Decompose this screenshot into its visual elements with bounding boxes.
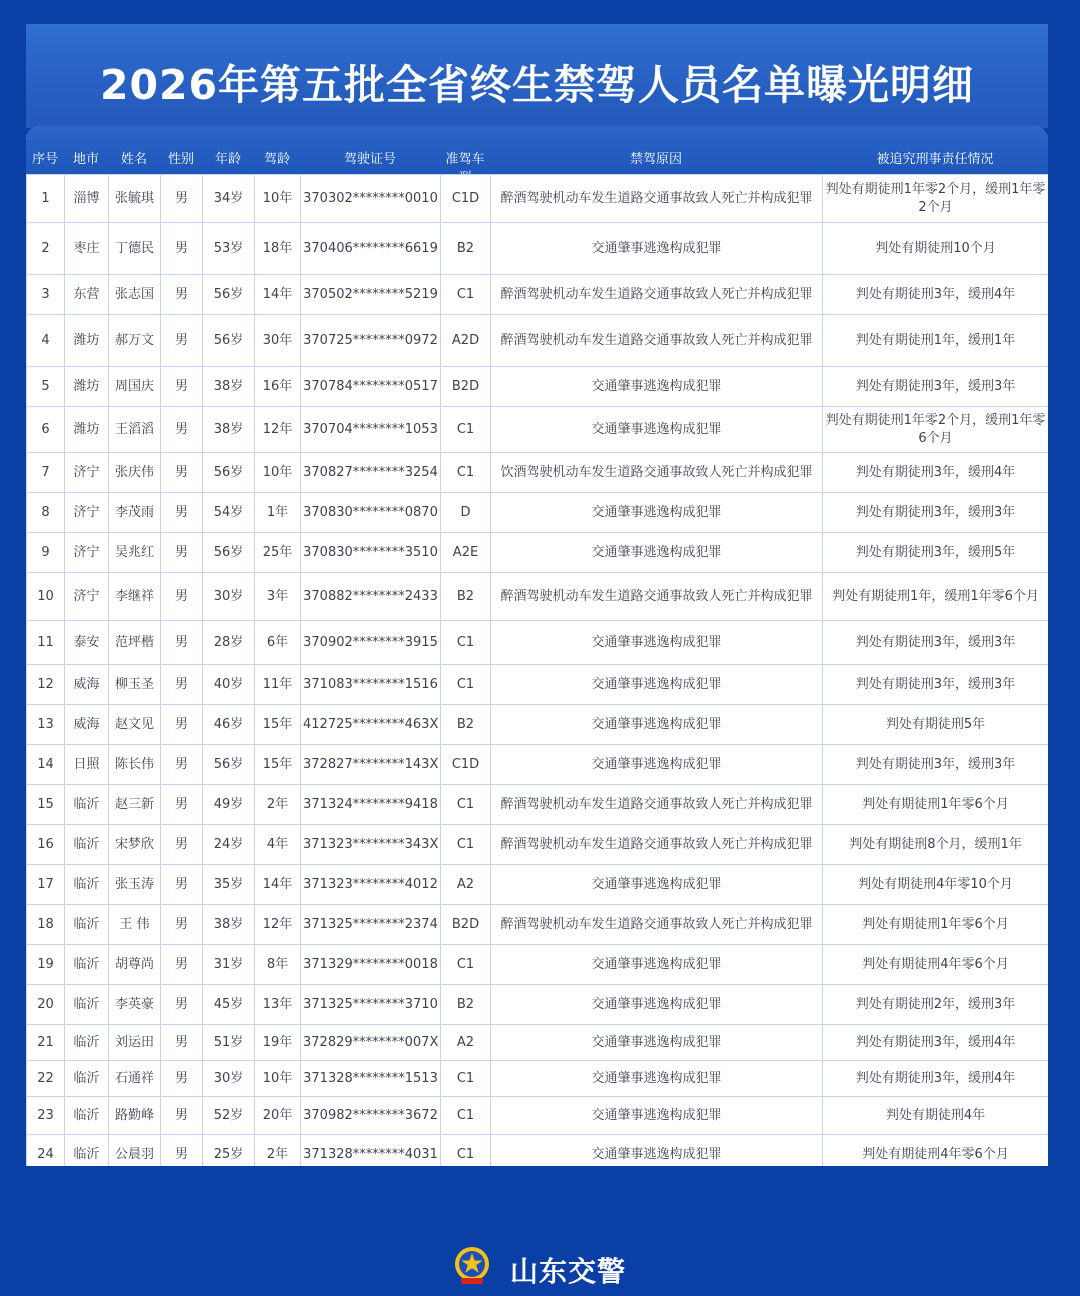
- cell-name: 赵三新: [109, 785, 161, 825]
- table-row: [27, 367, 1049, 407]
- cell-criminal-liability: 判处有期徒刑3年，缓刑5年: [823, 533, 1049, 573]
- header-index: 序号: [31, 152, 58, 167]
- cell-city: 威海: [65, 665, 109, 705]
- table-row: [27, 621, 1049, 665]
- cell-index: 8: [27, 493, 65, 533]
- cell-name: 王滔滔: [109, 407, 161, 453]
- cell-vehicle-class: C1D: [441, 175, 491, 223]
- cell-gender: 男: [161, 785, 203, 825]
- cell-license-number: 371328********4031: [301, 1135, 441, 1167]
- cell-age: 25岁: [203, 1135, 255, 1167]
- cell-city: 临沂: [65, 825, 109, 865]
- header-vehicle-class: 准驾车型: [445, 152, 485, 186]
- cell-city: 潍坊: [65, 315, 109, 367]
- cell-license-number: 370725********0972: [301, 315, 441, 367]
- cell-age: 28岁: [203, 621, 255, 665]
- roster-table-card: [26, 126, 1048, 1166]
- cell-vehicle-class: C1: [441, 1061, 491, 1097]
- table-row: [27, 905, 1049, 945]
- cell-gender: 男: [161, 367, 203, 407]
- table-row: [27, 533, 1049, 573]
- cell-gender: 男: [161, 453, 203, 493]
- cell-criminal-liability: 判处有期徒刑1年，缓刑1年: [823, 315, 1049, 367]
- cell-index: 7: [27, 453, 65, 493]
- cell-city: 泰安: [65, 621, 109, 665]
- cell-criminal-liability: 判处有期徒刑3年，缓刑3年: [823, 665, 1049, 705]
- header-driving-years: 驾龄: [263, 152, 290, 167]
- cell-license-number: 370784********0517: [301, 367, 441, 407]
- cell-license-number: 371323********4012: [301, 865, 441, 905]
- cell-age: 56岁: [203, 533, 255, 573]
- cell-name: 柳玉圣: [109, 665, 161, 705]
- cell-name: 李英豪: [109, 985, 161, 1025]
- table-row: [27, 493, 1049, 533]
- cell-driving-years: 15年: [255, 705, 301, 745]
- cell-name: 李继祥: [109, 573, 161, 621]
- cell-vehicle-class: C1: [441, 665, 491, 705]
- cell-driving-years: 16年: [255, 367, 301, 407]
- cell-gender: 男: [161, 1061, 203, 1097]
- cell-age: 49岁: [203, 785, 255, 825]
- cell-license-number: 370502********5219: [301, 275, 441, 315]
- cell-name: 胡尊尚: [109, 945, 161, 985]
- cell-city: 济宁: [65, 573, 109, 621]
- cell-criminal-liability: 判处有期徒刑4年零10个月: [823, 865, 1049, 905]
- cell-name: 周国庆: [109, 367, 161, 407]
- cell-index: 9: [27, 533, 65, 573]
- cell-license-number: 372827********143X: [301, 745, 441, 785]
- cell-city: 临沂: [65, 905, 109, 945]
- cell-city: 临沂: [65, 1097, 109, 1135]
- cell-ban-reason: 醉酒驾驶机动车发生道路交通事故致人死亡并构成犯罪: [491, 825, 823, 865]
- cell-city: 枣庄: [65, 223, 109, 275]
- roster-table: [26, 174, 1048, 1166]
- cell-gender: 男: [161, 223, 203, 275]
- cell-ban-reason: 交通肇事逃逸构成犯罪: [491, 1135, 823, 1167]
- cell-name: 宋梦欣: [109, 825, 161, 865]
- cell-age: 38岁: [203, 407, 255, 453]
- cell-age: 52岁: [203, 1097, 255, 1135]
- cell-license-number: 371324********9418: [301, 785, 441, 825]
- cell-criminal-liability: 判处有期徒刑2年，缓刑3年: [823, 985, 1049, 1025]
- cell-vehicle-class: A2E: [441, 533, 491, 573]
- cell-age: 46岁: [203, 705, 255, 745]
- cell-license-number: 370827********3254: [301, 453, 441, 493]
- cell-vehicle-class: C1: [441, 275, 491, 315]
- cell-criminal-liability: 判处有期徒刑3年，缓刑3年: [823, 745, 1049, 785]
- cell-city: 济宁: [65, 453, 109, 493]
- cell-license-number: 371328********1513: [301, 1061, 441, 1097]
- table-row: [27, 865, 1049, 905]
- cell-vehicle-class: C1: [441, 453, 491, 493]
- cell-criminal-liability: 判处有期徒刑1年零2个月，缓刑1年零6个月: [823, 407, 1049, 453]
- cell-index: 3: [27, 275, 65, 315]
- cell-ban-reason: 交通肇事逃逸构成犯罪: [491, 223, 823, 275]
- cell-vehicle-class: B2: [441, 573, 491, 621]
- cell-vehicle-class: D: [441, 493, 491, 533]
- cell-index: 13: [27, 705, 65, 745]
- cell-gender: 男: [161, 945, 203, 985]
- cell-criminal-liability: 判处有期徒刑3年，缓刑3年: [823, 367, 1049, 407]
- cell-ban-reason: 交通肇事逃逸构成犯罪: [491, 745, 823, 785]
- table-row: [27, 315, 1049, 367]
- header-name: 姓名: [120, 152, 147, 167]
- table-row: [27, 453, 1049, 493]
- cell-ban-reason: 交通肇事逃逸构成犯罪: [491, 1025, 823, 1061]
- cell-driving-years: 8年: [255, 945, 301, 985]
- cell-driving-years: 20年: [255, 1097, 301, 1135]
- cell-gender: 男: [161, 985, 203, 1025]
- cell-license-number: 371329********0018: [301, 945, 441, 985]
- cell-ban-reason: 交通肇事逃逸构成犯罪: [491, 985, 823, 1025]
- cell-driving-years: 15年: [255, 745, 301, 785]
- cell-index: 11: [27, 621, 65, 665]
- cell-city: 临沂: [65, 785, 109, 825]
- cell-license-number: 370982********3672: [301, 1097, 441, 1135]
- cell-city: 威海: [65, 705, 109, 745]
- header-ban-reason: 禁驾原因: [629, 152, 682, 167]
- cell-gender: 男: [161, 745, 203, 785]
- cell-age: 34岁: [203, 175, 255, 223]
- cell-index: 15: [27, 785, 65, 825]
- cell-license-number: 371083********1516: [301, 665, 441, 705]
- cell-driving-years: 12年: [255, 905, 301, 945]
- cell-driving-years: 11年: [255, 665, 301, 705]
- cell-ban-reason: 交通肇事逃逸构成犯罪: [491, 865, 823, 905]
- cell-vehicle-class: A2D: [441, 315, 491, 367]
- cell-name: 张玉涛: [109, 865, 161, 905]
- cell-license-number: 371323********343X: [301, 825, 441, 865]
- table-row: [27, 275, 1049, 315]
- cell-ban-reason: 交通肇事逃逸构成犯罪: [491, 1061, 823, 1097]
- table-row: [27, 175, 1049, 223]
- cell-driving-years: 13年: [255, 985, 301, 1025]
- cell-criminal-liability: 判处有期徒刑8个月，缓刑1年: [823, 825, 1049, 865]
- cell-license-number: 370406********6619: [301, 223, 441, 275]
- cell-index: 18: [27, 905, 65, 945]
- cell-gender: 男: [161, 1025, 203, 1061]
- cell-driving-years: 3年: [255, 573, 301, 621]
- cell-gender: 男: [161, 1097, 203, 1135]
- cell-name: 赵文见: [109, 705, 161, 745]
- cell-ban-reason: 醉酒驾驶机动车发生道路交通事故致人死亡并构成犯罪: [491, 573, 823, 621]
- table-row: [27, 1025, 1049, 1061]
- cell-index: 12: [27, 665, 65, 705]
- cell-criminal-liability: 判处有期徒刑3年，缓刑3年: [823, 621, 1049, 665]
- cell-name: 张庆伟: [109, 453, 161, 493]
- cell-index: 6: [27, 407, 65, 453]
- cell-city: 潍坊: [65, 367, 109, 407]
- cell-driving-years: 19年: [255, 1025, 301, 1061]
- table-row: [27, 745, 1049, 785]
- cell-name: 李茂雨: [109, 493, 161, 533]
- cell-vehicle-class: A2: [441, 865, 491, 905]
- cell-criminal-liability: 判处有期徒刑10个月: [823, 223, 1049, 275]
- cell-age: 56岁: [203, 453, 255, 493]
- cell-vehicle-class: A2: [441, 1025, 491, 1061]
- cell-city: 临沂: [65, 985, 109, 1025]
- cell-name: 郝万文: [109, 315, 161, 367]
- table-row: [27, 1097, 1049, 1135]
- cell-city: 临沂: [65, 865, 109, 905]
- cell-name: 陈长伟: [109, 745, 161, 785]
- cell-driving-years: 25年: [255, 533, 301, 573]
- cell-ban-reason: 醉酒驾驶机动车发生道路交通事故致人死亡并构成犯罪: [491, 785, 823, 825]
- cell-index: 23: [27, 1097, 65, 1135]
- cell-license-number: 370882********2433: [301, 573, 441, 621]
- cell-age: 40岁: [203, 665, 255, 705]
- cell-ban-reason: 交通肇事逃逸构成犯罪: [491, 533, 823, 573]
- cell-age: 31岁: [203, 945, 255, 985]
- table-row: [27, 945, 1049, 985]
- cell-age: 38岁: [203, 905, 255, 945]
- table-row: [27, 665, 1049, 705]
- cell-criminal-liability: 判处有期徒刑4年零6个月: [823, 945, 1049, 985]
- header-city: 地市: [72, 152, 99, 167]
- cell-name: 丁德民: [109, 223, 161, 275]
- cell-age: 56岁: [203, 745, 255, 785]
- header-license-number: 驾驶证号: [343, 152, 396, 167]
- cell-ban-reason: 交通肇事逃逸构成犯罪: [491, 493, 823, 533]
- cell-city: 临沂: [65, 1061, 109, 1097]
- page-title: 2026年第五批全省终生禁驾人员名单曝光明细: [99, 61, 975, 109]
- cell-license-number: 370704********1053: [301, 407, 441, 453]
- cell-ban-reason: 交通肇事逃逸构成犯罪: [491, 1097, 823, 1135]
- cell-ban-reason: 醉酒驾驶机动车发生道路交通事故致人死亡并构成犯罪: [491, 905, 823, 945]
- cell-criminal-liability: 判处有期徒刑3年，缓刑3年: [823, 493, 1049, 533]
- cell-gender: 男: [161, 665, 203, 705]
- cell-driving-years: 6年: [255, 621, 301, 665]
- cell-name: 王 伟: [109, 905, 161, 945]
- cell-city: 潍坊: [65, 407, 109, 453]
- cell-index: 22: [27, 1061, 65, 1097]
- cell-ban-reason: 交通肇事逃逸构成犯罪: [491, 367, 823, 407]
- cell-vehicle-class: B2D: [441, 367, 491, 407]
- cell-driving-years: 2年: [255, 785, 301, 825]
- cell-gender: 男: [161, 407, 203, 453]
- cell-criminal-liability: 判处有期徒刑3年，缓刑4年: [823, 453, 1049, 493]
- cell-name: 张毓琪: [109, 175, 161, 223]
- cell-age: 35岁: [203, 865, 255, 905]
- cell-index: 20: [27, 985, 65, 1025]
- cell-age: 53岁: [203, 223, 255, 275]
- cell-index: 16: [27, 825, 65, 865]
- cell-gender: 男: [161, 275, 203, 315]
- table-row: [27, 1061, 1049, 1097]
- cell-vehicle-class: B2D: [441, 905, 491, 945]
- cell-driving-years: 4年: [255, 825, 301, 865]
- cell-ban-reason: 醉酒驾驶机动车发生道路交通事故致人死亡并构成犯罪: [491, 175, 823, 223]
- cell-ban-reason: 交通肇事逃逸构成犯罪: [491, 407, 823, 453]
- cell-index: 10: [27, 573, 65, 621]
- cell-driving-years: 2年: [255, 1135, 301, 1167]
- table-header: [26, 126, 1048, 186]
- cell-vehicle-class: C1: [441, 825, 491, 865]
- cell-gender: 男: [161, 621, 203, 665]
- cell-driving-years: 12年: [255, 407, 301, 453]
- cell-criminal-liability: 判处有期徒刑1年，缓刑1年零6个月: [823, 573, 1049, 621]
- cell-gender: 男: [161, 573, 203, 621]
- cell-index: 1: [27, 175, 65, 223]
- table-row: [27, 407, 1049, 453]
- table-row: [27, 223, 1049, 275]
- table-body: [27, 175, 1049, 1167]
- cell-vehicle-class: B2: [441, 985, 491, 1025]
- cell-age: 56岁: [203, 315, 255, 367]
- cell-index: 19: [27, 945, 65, 985]
- table-row: [27, 825, 1049, 865]
- cell-license-number: 371325********3710: [301, 985, 441, 1025]
- cell-name: 公晨羽: [109, 1135, 161, 1167]
- cell-driving-years: 14年: [255, 275, 301, 315]
- cell-gender: 男: [161, 315, 203, 367]
- cell-gender: 男: [161, 825, 203, 865]
- cell-age: 54岁: [203, 493, 255, 533]
- cell-city: 淄博: [65, 175, 109, 223]
- cell-criminal-liability: 判处有期徒刑4年: [823, 1097, 1049, 1135]
- brand-name: 山东交警: [510, 1255, 627, 1288]
- cell-index: 2: [27, 223, 65, 275]
- cell-driving-years: 14年: [255, 865, 301, 905]
- cell-age: 51岁: [203, 1025, 255, 1061]
- cell-criminal-liability: 判处有期徒刑1年零6个月: [823, 785, 1049, 825]
- cell-index: 14: [27, 745, 65, 785]
- cell-city: 临沂: [65, 1135, 109, 1167]
- cell-name: 吴兆红: [109, 533, 161, 573]
- cell-driving-years: 10年: [255, 453, 301, 493]
- cell-criminal-liability: 判处有期徒刑3年，缓刑4年: [823, 275, 1049, 315]
- cell-vehicle-class: C1D: [441, 745, 491, 785]
- cell-gender: 男: [161, 865, 203, 905]
- cell-vehicle-class: C1: [441, 1135, 491, 1167]
- cell-vehicle-class: C1: [441, 407, 491, 453]
- cell-name: 路勤峰: [109, 1097, 161, 1135]
- title-banner: [26, 24, 1048, 128]
- cell-driving-years: 10年: [255, 175, 301, 223]
- cell-driving-years: 1年: [255, 493, 301, 533]
- header-age: 年龄: [214, 152, 241, 167]
- table-row: [27, 785, 1049, 825]
- cell-vehicle-class: B2: [441, 223, 491, 275]
- table-row: [27, 985, 1049, 1025]
- header-criminal-liability: 被追究刑事责任情况: [876, 152, 994, 167]
- cell-criminal-liability: 判处有期徒刑5年: [823, 705, 1049, 745]
- cell-ban-reason: 交通肇事逃逸构成犯罪: [491, 705, 823, 745]
- cell-criminal-liability: 判处有期徒刑1年零6个月: [823, 905, 1049, 945]
- cell-vehicle-class: C1: [441, 945, 491, 985]
- cell-ban-reason: 交通肇事逃逸构成犯罪: [491, 621, 823, 665]
- cell-name: 张志国: [109, 275, 161, 315]
- cell-vehicle-class: B2: [441, 705, 491, 745]
- cell-age: 30岁: [203, 573, 255, 621]
- cell-index: 4: [27, 315, 65, 367]
- cell-license-number: 412725********463X: [301, 705, 441, 745]
- cell-index: 21: [27, 1025, 65, 1061]
- cell-city: 东营: [65, 275, 109, 315]
- cell-index: 5: [27, 367, 65, 407]
- table-row: [27, 705, 1049, 745]
- cell-driving-years: 10年: [255, 1061, 301, 1097]
- cell-gender: 男: [161, 1135, 203, 1167]
- cell-vehicle-class: C1: [441, 785, 491, 825]
- cell-age: 56岁: [203, 275, 255, 315]
- cell-age: 30岁: [203, 1061, 255, 1097]
- cell-city: 济宁: [65, 533, 109, 573]
- cell-city: 临沂: [65, 945, 109, 985]
- cell-gender: 男: [161, 493, 203, 533]
- cell-gender: 男: [161, 175, 203, 223]
- cell-criminal-liability: 判处有期徒刑1年零2个月，缓刑1年零2个月: [823, 175, 1049, 223]
- cell-license-number: 370830********3510: [301, 533, 441, 573]
- cell-license-number: 370902********3915: [301, 621, 441, 665]
- cell-index: 17: [27, 865, 65, 905]
- cell-ban-reason: 交通肇事逃逸构成犯罪: [491, 665, 823, 705]
- cell-age: 24岁: [203, 825, 255, 865]
- cell-name: 刘运田: [109, 1025, 161, 1061]
- cell-driving-years: 30年: [255, 315, 301, 367]
- cell-index: 24: [27, 1135, 65, 1167]
- cell-ban-reason: 醉酒驾驶机动车发生道路交通事故致人死亡并构成犯罪: [491, 275, 823, 315]
- table-row: [27, 573, 1049, 621]
- table-row: [27, 1135, 1049, 1167]
- cell-ban-reason: 交通肇事逃逸构成犯罪: [491, 945, 823, 985]
- police-badge-icon: [452, 1244, 492, 1286]
- cell-license-number: 372829********007X: [301, 1025, 441, 1061]
- cell-gender: 男: [161, 533, 203, 573]
- header-gender: 性别: [167, 152, 194, 167]
- cell-criminal-liability: 判处有期徒刑4年零6个月: [823, 1135, 1049, 1167]
- cell-driving-years: 18年: [255, 223, 301, 275]
- cell-age: 45岁: [203, 985, 255, 1025]
- cell-ban-reason: 饮酒驾驶机动车发生道路交通事故致人死亡并构成犯罪: [491, 453, 823, 493]
- cell-vehicle-class: C1: [441, 1097, 491, 1135]
- cell-city: 日照: [65, 745, 109, 785]
- cell-ban-reason: 醉酒驾驶机动车发生道路交通事故致人死亡并构成犯罪: [491, 315, 823, 367]
- cell-license-number: 370302********0010: [301, 175, 441, 223]
- cell-vehicle-class: C1: [441, 621, 491, 665]
- cell-license-number: 370830********0870: [301, 493, 441, 533]
- cell-criminal-liability: 判处有期徒刑3年，缓刑4年: [823, 1025, 1049, 1061]
- cell-name: 范坪楷: [109, 621, 161, 665]
- cell-name: 石通祥: [109, 1061, 161, 1097]
- cell-license-number: 371325********2374: [301, 905, 441, 945]
- cell-criminal-liability: 判处有期徒刑3年，缓刑4年: [823, 1061, 1049, 1097]
- cell-age: 38岁: [203, 367, 255, 407]
- cell-city: 临沂: [65, 1025, 109, 1061]
- cell-city: 济宁: [65, 493, 109, 533]
- cell-gender: 男: [161, 705, 203, 745]
- cell-gender: 男: [161, 905, 203, 945]
